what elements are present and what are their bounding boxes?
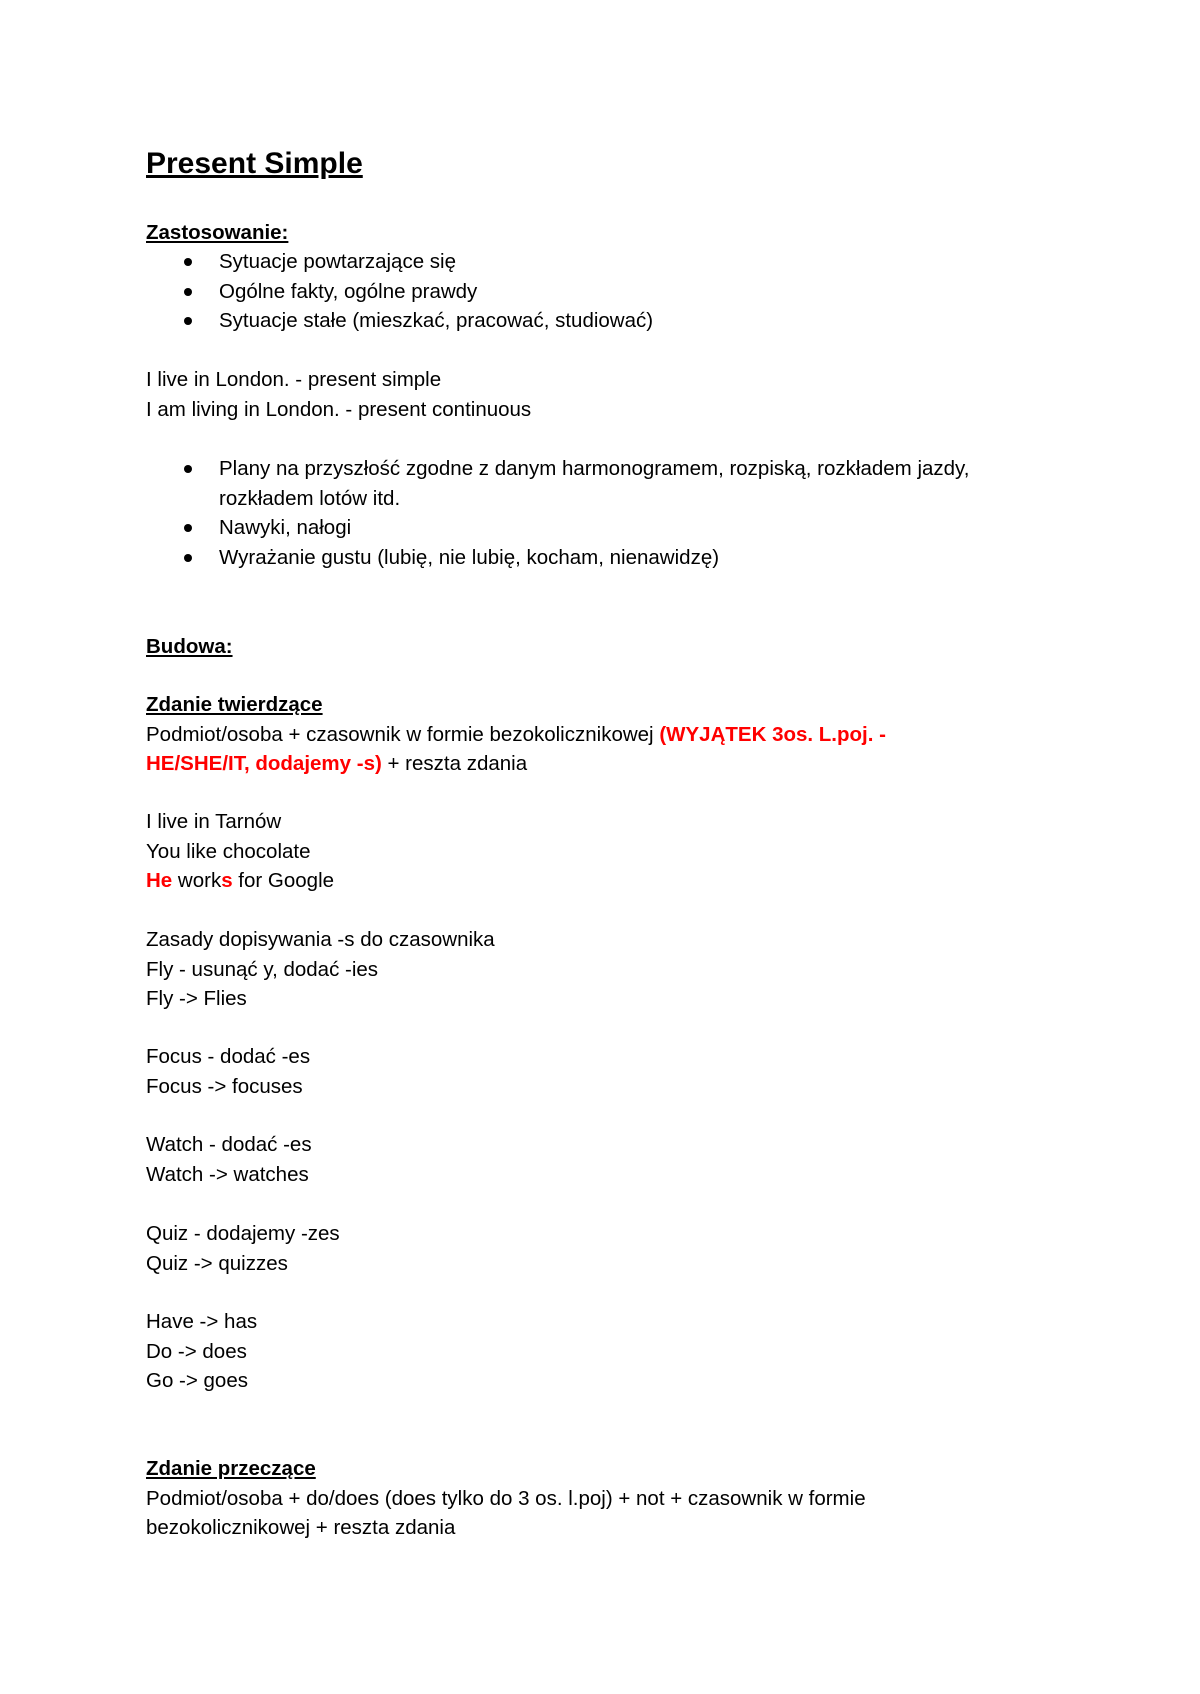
affirmative-heading: Zdanie twierdzące — [146, 693, 323, 716]
list-item: Sytuacje powtarzające się — [146, 247, 653, 277]
list-item: Ogólne fakty, ogólne prawdy — [146, 277, 653, 307]
spelling-line: Quiz -> quizzes — [146, 1251, 288, 1275]
spelling-line: Have -> has — [146, 1310, 258, 1333]
example-line: I am living in London. - present continuous — [146, 397, 532, 421]
structure-heading: Budowa: — [146, 635, 233, 658]
spelling-line: Watch -> watches — [146, 1162, 309, 1186]
subject-highlight: He — [146, 869, 173, 892]
list-item: Sytuacje stałe (mieszkać, pracować, studiować) — [146, 306, 653, 336]
spelling-line: Watch - dodać -es — [146, 1133, 312, 1156]
affirmative-rule-line2: HE/SHE/IT, dodajemy -s) + reszta zdania — [146, 752, 528, 775]
spelling-rules-group-4 — [146, 1219, 340, 1278]
affirmative-section — [146, 690, 886, 779]
example-line: I live in Tarnów — [146, 810, 282, 833]
bullet-icon — [184, 465, 192, 473]
usage-bullet-list-2 — [146, 454, 969, 572]
spelling-line: Fly -> Flies — [146, 987, 247, 1010]
page-title: Present Simple — [146, 147, 363, 180]
affirmative-examples — [146, 807, 334, 896]
spelling-rules-group-1 — [146, 925, 495, 1014]
spelling-rules-group-3 — [146, 1130, 312, 1189]
spelling-rules-group-5 — [146, 1307, 257, 1396]
spelling-line: Fly - usunąć y, dodać -ies — [146, 957, 379, 981]
bullet-icon — [184, 554, 192, 562]
bullet-icon — [184, 524, 192, 532]
spelling-line: Quiz - dodajemy -zes — [146, 1222, 340, 1245]
list-item: Nawyki, nałogi — [146, 513, 969, 543]
suffix-highlight: s — [221, 869, 233, 892]
negative-rule-line1: Podmiot/osoba + do/does (does tylko do 3 os. l.poj) + not + czasownik w formie — [146, 1486, 866, 1510]
list-item: Wyrażanie gustu (lubię, nie lubię, kocham, nienawidzę) — [146, 543, 969, 573]
exception-note-cont: HE/SHE/IT, dodajemy -s) — [146, 752, 382, 775]
example-line: I live in London. - present simple — [146, 368, 442, 391]
bullet-icon — [184, 317, 192, 325]
list-item: Plany na przyszłość zgodne z danym harmonogramem, rozpiską, rozkładem jazdy, rozkładem lotów itd. — [146, 454, 969, 513]
negative-heading: Zdanie przeczące — [146, 1457, 316, 1480]
usage-bullet-list-1 — [146, 247, 653, 336]
bullet-icon — [184, 288, 192, 296]
negative-section — [146, 1454, 866, 1543]
spelling-line: Go -> goes — [146, 1369, 248, 1392]
exception-note: (WYJĄTEK 3os. L.poj. - — [659, 722, 886, 746]
example-sentences — [146, 365, 531, 424]
bullet-icon — [184, 258, 192, 266]
spelling-heading: Zasady dopisywania -s do czasownika — [146, 928, 495, 951]
spelling-line: Do -> does — [146, 1339, 247, 1363]
spelling-line: Focus -> focuses — [146, 1074, 303, 1098]
usage-heading: Zastosowanie: — [146, 221, 289, 244]
example-line-he: He works for Google — [146, 869, 335, 892]
negative-rule-line2: bezokolicznikowej + reszta zdania — [146, 1516, 456, 1539]
affirmative-rule-line1: Podmiot/osoba + czasownik w formie bezokolicznikowej (WYJĄTEK 3os. L.poj. - — [146, 722, 886, 746]
example-line: You like chocolate — [146, 839, 311, 863]
spelling-line: Focus - dodać -es — [146, 1045, 311, 1068]
spelling-rules-group-2 — [146, 1042, 310, 1101]
